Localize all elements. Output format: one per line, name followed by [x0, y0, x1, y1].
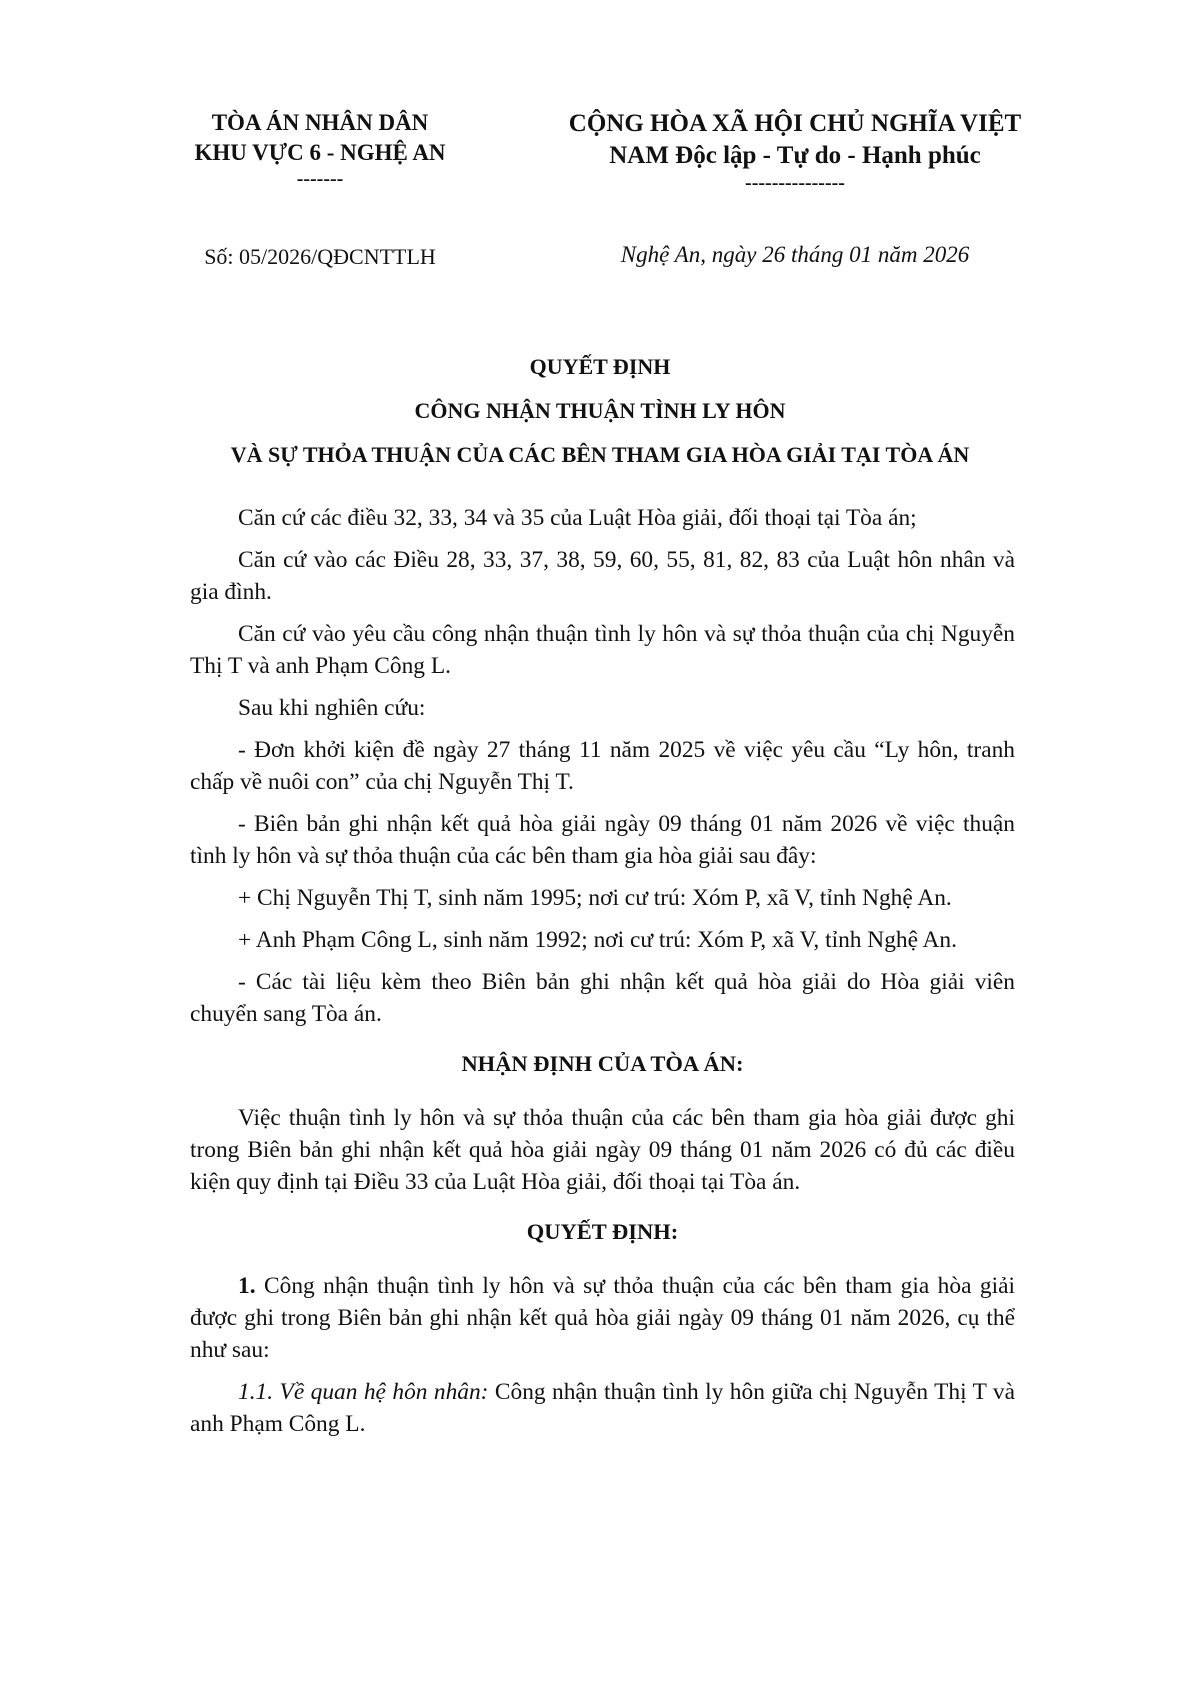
preamble-paragraph: - Biên bản ghi nhận kết quả hòa giải ngày 09 tháng 01 năm 2026 về việc thuận tình ly hôn và sự thỏa thuận của các bên tham gia hòa giải sau đây: — [190, 811, 1015, 869]
decision-subitem-label: 1.1. Về quan hệ hôn nhân: — [238, 1379, 489, 1405]
court-header — [150, 108, 490, 190]
national-header — [525, 108, 1065, 194]
preamble-paragraph: Sau khi nghiên cứu: — [238, 695, 426, 721]
decision-item-1 — [190, 1270, 1015, 1366]
document-title — [150, 345, 1050, 477]
preamble-paragraph: Căn cứ vào yêu cầu công nhận thuận tình ly hôn và sự thỏa thuận của chị Nguyễn Thị T và anh Phạm Công L. — [190, 621, 1015, 679]
court-divider: ------- — [296, 168, 344, 190]
court-name: TÒA ÁN NHÂN DÂN — [211, 110, 429, 135]
national-motto: NAM Độc lập - Tự do - Hạnh phúc — [609, 142, 981, 169]
preamble-paragraph: - Đơn khởi kiện đề ngày 27 tháng 11 năm 2025 về việc yêu cầu “Ly hôn, tranh chấp về nuôi con” của chị Nguyễn Thị T. — [190, 737, 1015, 795]
decision-item-text: Công nhận thuận tình ly hôn và sự thỏa thuận của các bên tham gia hòa giải được ghi trong Biên bản ghi nhận kết quả hòa giải ngày 09 tháng 01 năm 2026, cụ thể như sau: — [190, 1273, 1015, 1363]
reference-number: Số: 05/2026/QĐCNTTLH — [204, 244, 436, 269]
decision-item-number: 1. — [238, 1273, 256, 1299]
preamble-paragraph: Căn cứ các điều 32, 33, 34 và 35 của Luật Hòa giải, đối thoại tại Tòa án; — [238, 505, 917, 531]
court-region: KHU VỰC 6 - NGHỆ AN — [194, 140, 446, 165]
preamble-paragraph: - Các tài liệu kèm theo Biên bản ghi nhận kết quả hòa giải do Hòa giải viên chuyển sang Tòa án. — [190, 969, 1015, 1027]
place-date: Nghệ An, ngày 26 tháng 01 năm 2026 — [620, 242, 970, 267]
national-divider: --------------- — [745, 172, 845, 194]
title-line-2: CÔNG NHẬN THUẬN TÌNH LY HÔN — [414, 398, 786, 423]
preamble-paragraph: Căn cứ vào các Điều 28, 33, 37, 38, 59, 60, 55, 81, 82, 83 của Luật hôn nhân và gia đình. — [190, 547, 1015, 605]
decision-item-1-1 — [190, 1376, 1015, 1440]
party-entry: + Chị Nguyễn Thị T, sinh năm 1995; nơi cư trú: Xóm P, xã V, tỉnh Nghệ An. — [238, 885, 952, 911]
assessment-heading: NHẬN ĐỊNH CỦA TÒA ÁN: — [461, 1051, 744, 1076]
decision-heading: QUYẾT ĐỊNH: — [526, 1219, 679, 1244]
title-line-3: VÀ SỰ THỎA THUẬN CỦA CÁC BÊN THAM GIA HÒA GIẢI TẠI TÒA ÁN — [230, 442, 970, 467]
title-line-1: QUYẾT ĐỊNH — [529, 354, 671, 379]
decision-subitem-text: Công nhận thuận tình ly hôn giữa chị Nguyễn Thị T và anh Phạm Công L. — [190, 1379, 1015, 1437]
assessment-paragraph: Việc thuận tình ly hôn và sự thỏa thuận của các bên tham gia hòa giải được ghi trong Biên bản ghi nhận kết quả hòa giải ngày 09 tháng 01 năm 2026 có đủ các điều kiện quy định tại Điều 33 của Luật Hòa giải, đối thoại tại Tòa án. — [190, 1105, 1015, 1195]
party-entry: + Anh Phạm Công L, sinh năm 1992; nơi cư trú: Xóm P, xã V, tỉnh Nghệ An. — [238, 927, 957, 953]
document-body — [190, 502, 1015, 1450]
national-title: CỘNG HÒA XÃ HỘI CHỦ NGHĨA VIỆT — [568, 110, 1022, 137]
